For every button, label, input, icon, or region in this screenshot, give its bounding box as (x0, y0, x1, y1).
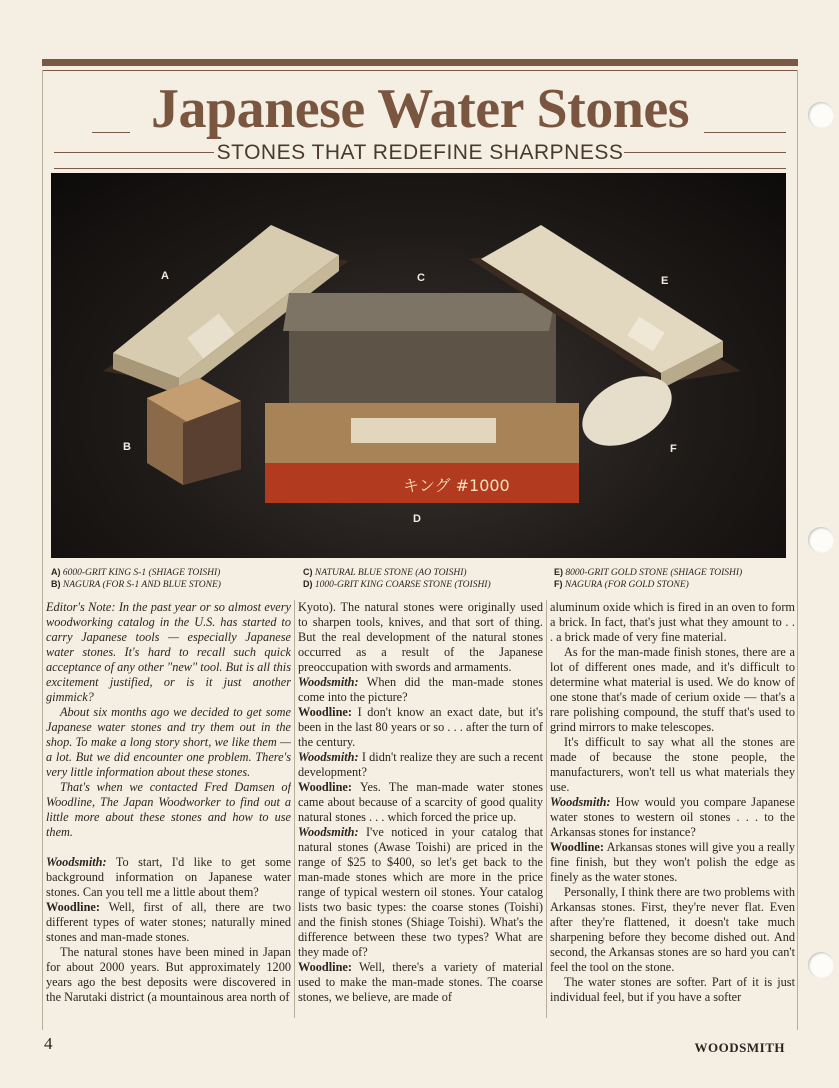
page-number: 4 (44, 1034, 53, 1053)
text-column-1 (46, 600, 291, 1018)
photo-captions (51, 564, 786, 594)
speaker-woodline: Woodline: (550, 840, 604, 854)
interview-question: Woodsmith: I've noticed in your catalog that natural stones (Awase Toishi) are priced in the range of $25 to $400, so let's get back to the man-made stones which are more in the price range of typical western oil stones. Your catalog lists two basic types: the coarse stones (Toishi) and the finish stones (Shiage Toishi). What's the difference between these two types? What are they made of? (298, 825, 543, 959)
body-paragraph: aluminum oxide which is fired in an oven to form a brick. In fact, that's just what they amount to . . . a brick made of very fine material. (550, 600, 795, 644)
photo-label-f: F (670, 443, 677, 455)
interview-question: Woodsmith: When did the man-made stones come into the picture? (298, 675, 543, 704)
speaker-woodsmith: Woodsmith: (46, 855, 107, 869)
interview-answer: Woodline: Well, there's a variety of material used to make the man-made stones. The coarse stones, we believe, are made of (298, 960, 543, 1004)
body-paragraph: As for the man-made finish stones, there are a lot of different ones made, and it's difficult to determine what material is used. We do know of one stone that's made of cerium oxide — that's a rare polishing compound, the stuff that's used to grind mirrors to make telescopes. (550, 645, 795, 734)
interview-answer: Woodline: I don't know an exact date, but it's been in the last 80 years or so . . . after the turn of the century. (298, 705, 543, 749)
stones-illustration (51, 173, 786, 558)
photo-label-d: D (413, 513, 421, 525)
binder-hole (808, 952, 834, 978)
caption-d-letter: D) (303, 579, 313, 589)
body-paragraph: Kyoto). The natural stones were originally used to sharpen tools, knives, and that sort of thing. But the real development of the natural stones occurred as a result of the Japanese preoccupation with swords and armaments. (298, 600, 543, 674)
article-title: Japanese Water Stones (150, 78, 690, 140)
caption-f-letter: F) (554, 579, 563, 589)
frame-line-right (797, 70, 798, 1030)
intro-paragraph: That's when we contacted Fred Damsen of Woodline, The Japan Woodworker to find out a little more about these stones and how to use them. (46, 780, 291, 839)
caption-c-text: NATURAL BLUE STONE (AO TOISHI) (314, 568, 467, 578)
caption-f (554, 578, 689, 591)
column-divider (294, 600, 295, 1018)
caption-d-text: 1000-GRIT KING COARSE STONE (TOISHI) (314, 580, 491, 590)
interview-answer: Woodline: Yes. The man-made water stones came about because of a scarcity of good quality natural stones . . . which forced the price up. (298, 780, 543, 824)
photo-label-e: E (661, 275, 669, 287)
body-paragraph: The water stones are softer. Part of it is just individual feel, but if you have a softer (550, 975, 795, 1004)
interview-question: Woodsmith: To start, I'd like to get some background information on Japanese water stones. Can you tell me a little about them? (46, 855, 291, 899)
subtitle-bottom-rule (54, 168, 786, 169)
caption-b (51, 578, 221, 591)
interview-question: Woodsmith: How would you compare Japanese water stones to western oil stones . . . to the Arkansas stones for instance? (550, 795, 795, 839)
photo-label-c: C (417, 272, 425, 284)
caption-f-text: NAGURA (FOR GOLD STONE) (564, 580, 689, 590)
intro-paragraph: About six months ago we decided to get some Japanese water stones and try them out in the shop. To make a long story short, we like them — a lot. But we did encounter one problem. There's very little information about these stones. (46, 705, 291, 779)
column-divider (546, 600, 547, 1018)
text-column-2 (298, 600, 543, 1018)
editors-note: Editor's Note: In the past year or so almost every woodworking catalog in the U.S. has started to carry Japanese tools — especially Japanese water stones. It's hard to recall such quick acceptance of any other "new" tool. But is all this excitement justified, or is it just another gimmick? (46, 600, 291, 704)
body-paragraph: It's difficult to say what all the stones are made of because the stone people, the manufacturers, won't tell us what materials they use. (550, 735, 795, 794)
speaker-woodsmith: Woodsmith: (298, 675, 359, 689)
speaker-woodline: Woodline: (298, 960, 352, 974)
binder-hole (808, 102, 834, 128)
article-subtitle: STONES THAT REDEFINE SHARPNESS (216, 141, 624, 164)
text-column-3 (550, 600, 795, 1018)
photo-label-a: A (161, 270, 169, 282)
interview-answer: Woodline: Well, first of all, there are two different types of water stones; naturally mined stones and man-made stones. (46, 900, 291, 944)
header-rule (42, 70, 798, 71)
speaker-woodline: Woodline: (46, 900, 100, 914)
caption-a-letter: A) (51, 567, 61, 577)
magazine-name: WOODSMITH (694, 1040, 785, 1055)
interview-answer: Woodline: Arkansas stones will give you a really fine finish, but they won't polish the edge as finely as the water stones. (550, 840, 795, 884)
caption-b-text: NAGURA (FOR S-1 AND BLUE STONE) (62, 580, 221, 590)
body-paragraph: Personally, I think there are two problems with Arkansas stones. First, they're never flat. Even after they're flattened, it doesn't take much sharpening before they become dished out. And second, the Arkansas stones are so hard you can't feel the tool on the stone. (550, 885, 795, 974)
caption-e-text: 8000-GRIT GOLD STONE (SHIAGE TOISHI) (565, 568, 743, 578)
caption-a-text: 6000-GRIT KING S-1 (SHIAGE TOISHI) (62, 568, 221, 578)
caption-b-letter: B) (51, 579, 61, 589)
caption-c-letter: C) (303, 567, 313, 577)
binder-hole (808, 527, 834, 553)
frame-line-left (42, 70, 43, 1030)
speaker-woodline: Woodline: (298, 780, 352, 794)
stone-c-top (283, 293, 556, 331)
header-bar (42, 59, 798, 66)
speaker-woodline: Woodline: (298, 705, 352, 719)
interview-question: Woodsmith: I didn't realize they are such a recent development? (298, 750, 543, 779)
photo-label-b: B (123, 441, 131, 453)
caption-d (303, 578, 491, 591)
stone-d-label (351, 418, 496, 443)
body-paragraph: The natural stones have been mined in Japan for about 2000 years. But approximately 1200 years ago the best deposits were discovered in the Narutaki district (a mountainous area north of (46, 945, 291, 1004)
speaker-woodsmith: Woodsmith: (550, 795, 611, 809)
caption-e-letter: E) (554, 567, 563, 577)
stone-d-brand-text: キング #1000 (403, 476, 510, 495)
speaker-woodsmith: Woodsmith: (298, 825, 359, 839)
water-stones-photo (51, 173, 786, 558)
speaker-woodsmith: Woodsmith: (298, 750, 359, 764)
